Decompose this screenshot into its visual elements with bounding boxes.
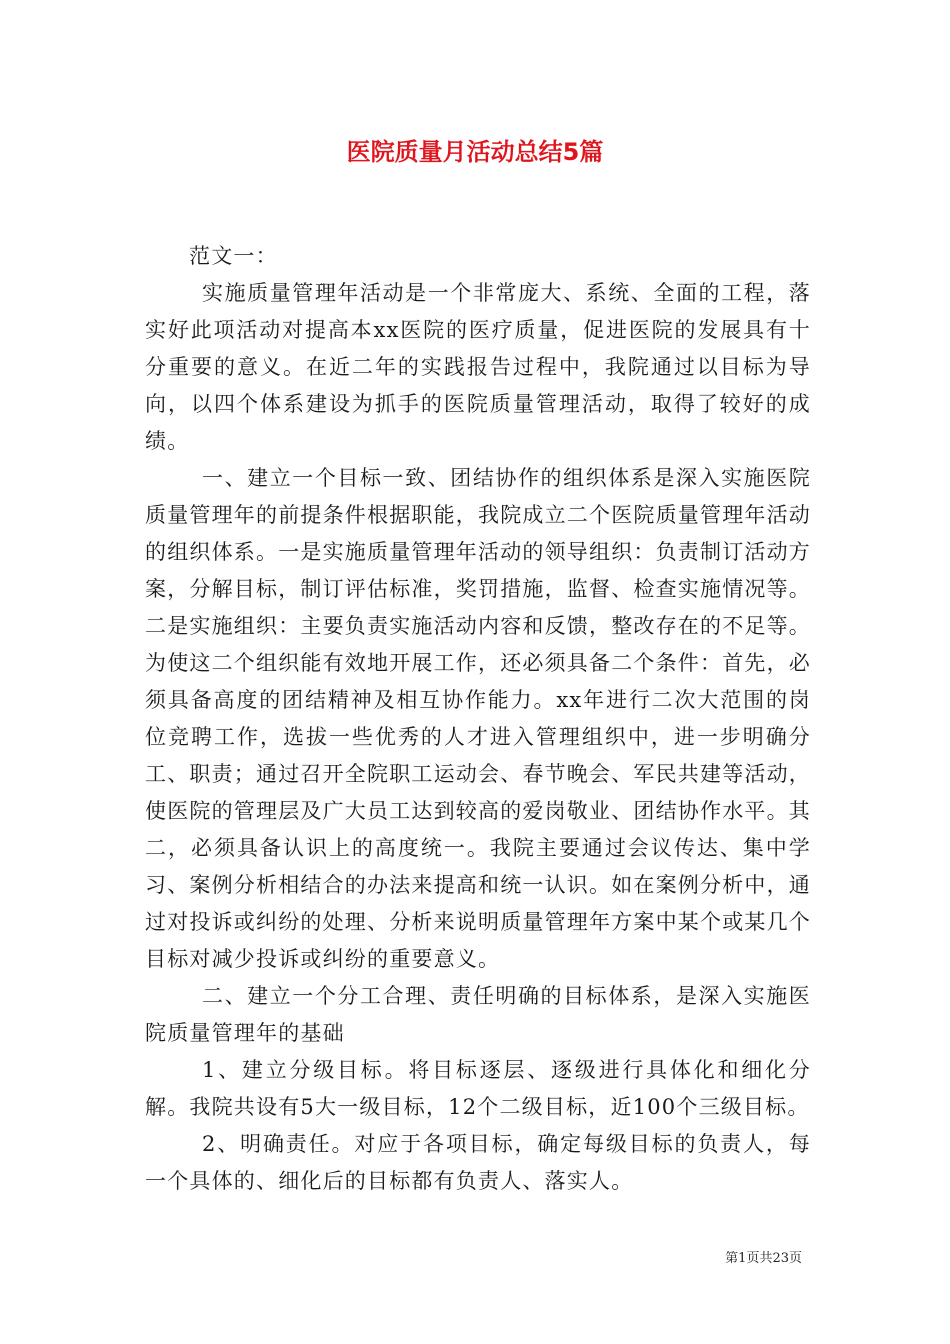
document-body xyxy=(145,238,811,1200)
paragraph: 二、建立一个分工合理、责任明确的目标体系，是深入实施医院质量管理年的基础 xyxy=(145,984,811,1045)
document-title: 医院质量月活动总结5篇 xyxy=(346,138,604,166)
page-number: 第1页共23页 xyxy=(725,1251,802,1266)
paragraph: 一、建立一个目标一致、团结协作的组织体系是深入实施医院质量管理年的前提条件根据职能，我院成立二个医院质量管理年活动的组织体系。一是实施质量管理年活动的领导组织：负责制订活动方案，分解目标，制订评估标准，奖罚措施，监督、检查实施情况等。二是实施组织：主要负责实施活动内容和反馈，整改存在的不足等。为使这二个组织能有效地开展工作，还必须具备二个条件：首先，必须具备高度的团结精神及相互协作能力。xx年进行二次大范围的岗位竞聘工作，选拔一些优秀的人才进入管理组织中，进一步明确分工、职责；通过召开全院职工运动会、春节晚会、军民共建等活动，使医院的管理层及广大员工达到较高的爱岗敬业、团结协作水平。其二，必须具备认识上的高度统一。我院主要通过会议传达、集中学习、案例分析相结合的办法来提高和统一认识。如在案例分析中，通过对投诉或纠纷的处理、分析来说明质量管理年方案中某个或某几个目标对减少投诉或纠纷的重要意义。 xyxy=(145,466,811,971)
paragraph: 2、明确责任。对应于各项目标，确定每级目标的负责人，每一个具体的、细化后的目标都有负责人、落实人。 xyxy=(145,1132,811,1193)
paragraph: 1、建立分级目标。将目标逐层、逐级进行具体化和细化分解。我院共设有5大一级目标，12个二级目标，近100个三级目标。 xyxy=(145,1058,811,1119)
paragraph: 实施质量管理年活动是一个非常庞大、系统、全面的工程，落实好此项活动对提高本xx医院的医疗质量，促进医院的发展具有十分重要的意义。在近二年的实践报告过程中，我院通过以目标为导向，以四个体系建设为抓手的医院质量管理活动，取得了较好的成绩。 xyxy=(145,281,811,453)
section-label: 范文一： xyxy=(189,244,278,268)
